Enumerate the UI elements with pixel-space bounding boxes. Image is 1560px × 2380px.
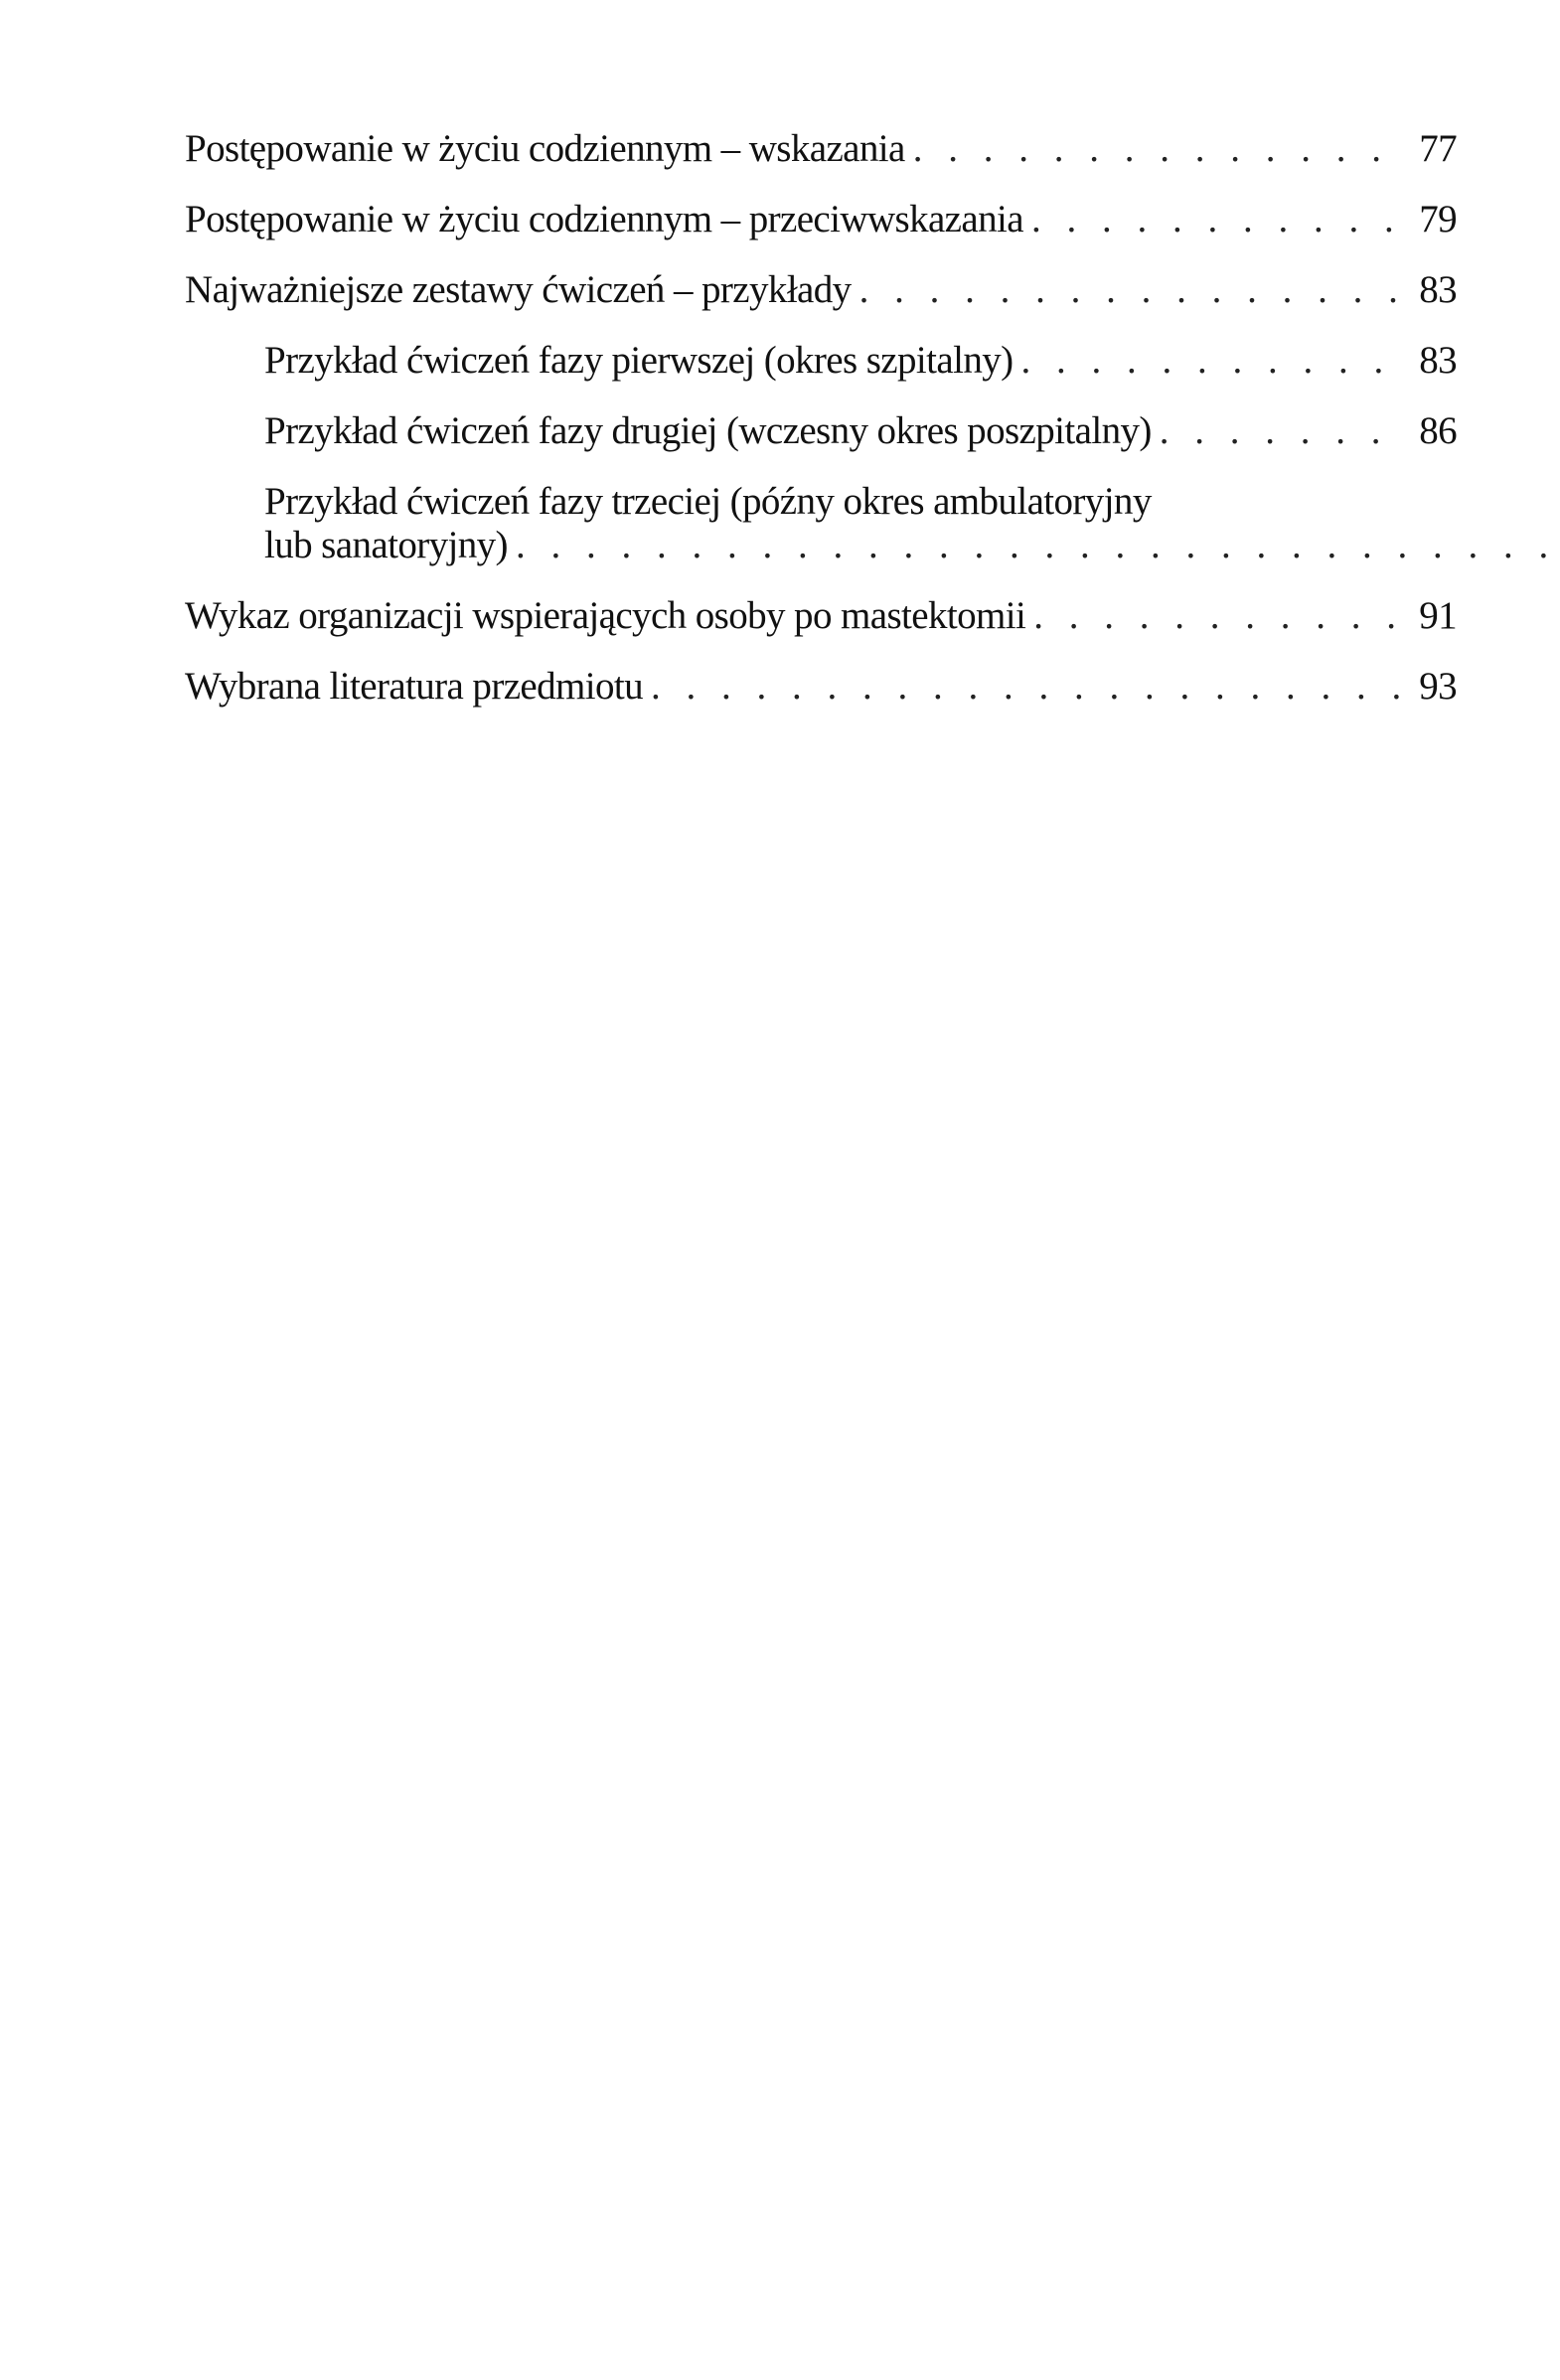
toc-entry-title: Wybrana literatura przedmiotu xyxy=(185,665,644,708)
toc-entry-title: Najważniejsze zestawy ćwiczeń – przykłady xyxy=(185,268,852,311)
toc-entry-page: 91 xyxy=(1419,594,1457,637)
toc-entry-title: Przykład ćwiczeń fazy drugiej (wczesny okres poszpitalny) xyxy=(264,409,1152,452)
toc-subentry xyxy=(185,339,1457,383)
toc-entry xyxy=(185,127,1457,171)
toc-entry xyxy=(185,198,1457,241)
toc-entry-line2 xyxy=(264,524,1560,567)
toc-entry-page: 83 xyxy=(1419,268,1457,311)
toc-entry-page: 79 xyxy=(1419,198,1457,240)
toc-entry-page: 93 xyxy=(1419,665,1457,708)
toc-dot-leader xyxy=(913,127,1399,171)
toc-entry xyxy=(185,268,1457,312)
toc-dot-leader xyxy=(1031,198,1399,241)
table-of-contents xyxy=(185,127,1457,735)
toc-entry-title-line1: Przykład ćwiczeń fazy trzeciej (późny okres ambulatoryjny xyxy=(264,480,1152,523)
toc-subentry xyxy=(185,480,1457,567)
toc-entry-title: Wykaz organizacji wspierających osoby po mastektomii xyxy=(185,594,1026,637)
toc-dot-leader xyxy=(1021,339,1399,383)
toc-subentry xyxy=(185,409,1457,453)
toc-dot-leader xyxy=(651,665,1399,709)
toc-dot-leader xyxy=(1160,409,1399,453)
toc-entry-title: Przykład ćwiczeń fazy pierwszej (okres szpitalny) xyxy=(264,339,1014,382)
toc-entry-title-line2: lub sanatoryjny) xyxy=(264,524,508,566)
toc-entry-page: 83 xyxy=(1419,339,1457,382)
toc-entry-multiline xyxy=(264,480,1560,567)
toc-dot-leader xyxy=(516,524,1560,567)
toc-entry-title: Postępowanie w życiu codziennym – wskazania xyxy=(185,127,905,170)
toc-entry-page: 77 xyxy=(1419,127,1457,170)
toc-dot-leader xyxy=(859,268,1399,312)
toc-dot-leader xyxy=(1033,594,1399,638)
toc-entry-title: Postępowanie w życiu codziennym – przeciwwskazania xyxy=(185,198,1023,240)
toc-entry xyxy=(185,594,1457,638)
toc-entry xyxy=(185,665,1457,709)
toc-entry-page: 86 xyxy=(1419,409,1457,452)
